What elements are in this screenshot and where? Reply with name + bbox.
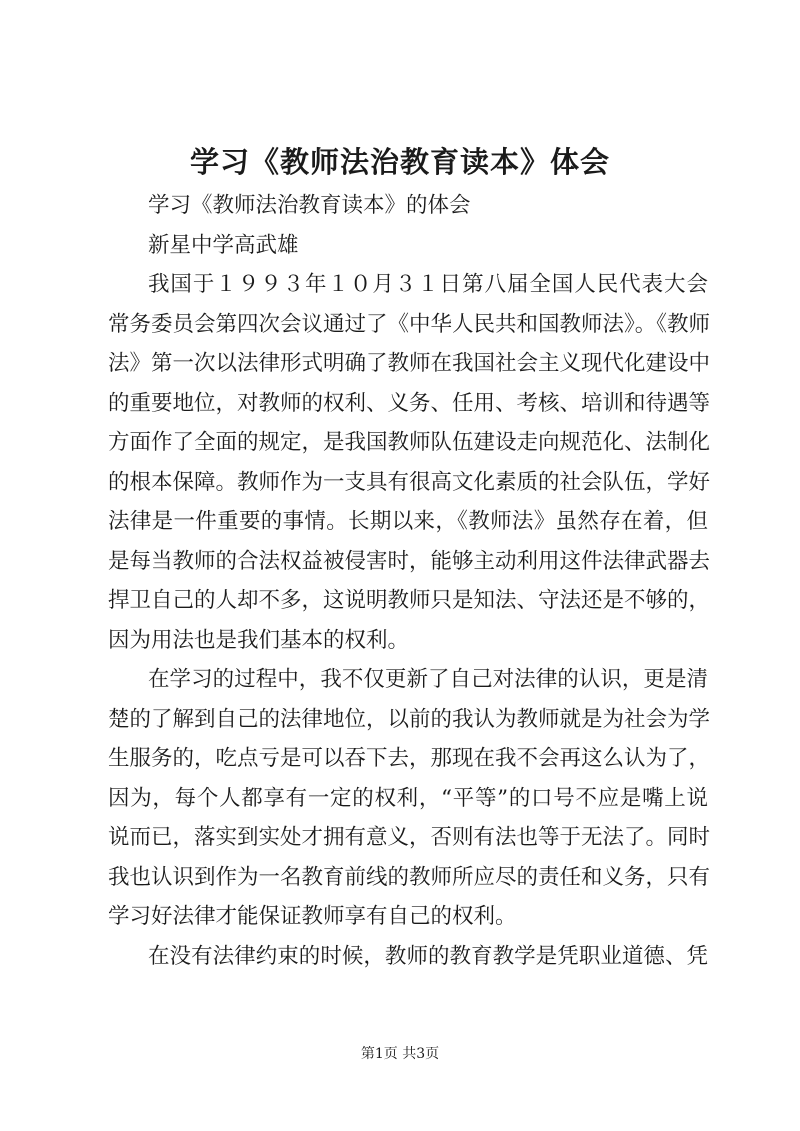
paragraph-line: 我国于１９９３年１０月３１日第八届全国人民代表大会 [148, 272, 708, 297]
paragraph-line: 的根本保障。教师作为一支具有很高文化素质的社会队伍，学好 [108, 469, 711, 495]
document-body [108, 186, 711, 976]
paragraph-line: 说而已，落实到实处才拥有意义，否则有法也等于无法了。同时 [108, 825, 711, 850]
paragraph-line: 因为用法也是我们基本的权利。 [108, 627, 410, 653]
paragraph [108, 265, 711, 660]
paragraph-line: 常务委员会第四次会议通过了《中华人民共和国教师法》。《教师 [108, 311, 711, 337]
paragraph-line: 是每当教师的合法权益被侵害时，能够主动利用这件法律武器去 [108, 548, 711, 574]
paragraph-line: 法》第一次以法律形式明确了教师在我国社会主义现代化建设中 [108, 351, 711, 376]
document-author: 新星中学高武雄 [148, 232, 299, 258]
paragraph-line: 捍卫自己的人却不多，这说明教师只是知法、守法还是不够的， [108, 588, 711, 613]
paragraph-line: 的重要地位，对教师的权利、义务、任用、考核、培训和待遇等 [108, 390, 711, 416]
paragraph [108, 937, 708, 977]
paragraph-line: 因为，每个人都享有一定的权利，“平等”的口号不应是嘴上说 [108, 785, 708, 811]
paragraph [108, 660, 711, 937]
paragraph-line: 我也认识到作为一名教育前线的教师所应尽的责任和义务，只有 [108, 864, 711, 890]
paragraph-line: 学习好法律才能保证教师享有自己的权利。 [108, 904, 517, 929]
paragraph-line: 生服务的，吃点亏是可以吞下去，那现在我不会再这么认为了， [108, 746, 711, 771]
paragraph-line: 在学习的过程中，我不仅更新了自己对法律的认识，更是清 [148, 667, 708, 692]
paragraph-line: 法律是一件重要的事情。长期以来，《教师法》虽然存在着，但 [108, 509, 708, 534]
page-number-footer: 第1页 共3页 [360, 1046, 440, 1062]
document-title: 学习《教师法治教育读本》体会 [189, 145, 610, 179]
document-subtitle: 学习《教师法治教育读本》的体会 [148, 193, 471, 218]
paragraph-line: 楚的了解到自己的法律地位，以前的我认为教师就是为社会为学 [108, 706, 711, 732]
paragraph-line: 在没有法律约束的时候，教师的教育教学是凭职业道德、凭 [148, 943, 708, 969]
paragraph-line: 方面作了全面的规定，是我国教师队伍建设走向规范化、法制化 [108, 430, 711, 455]
